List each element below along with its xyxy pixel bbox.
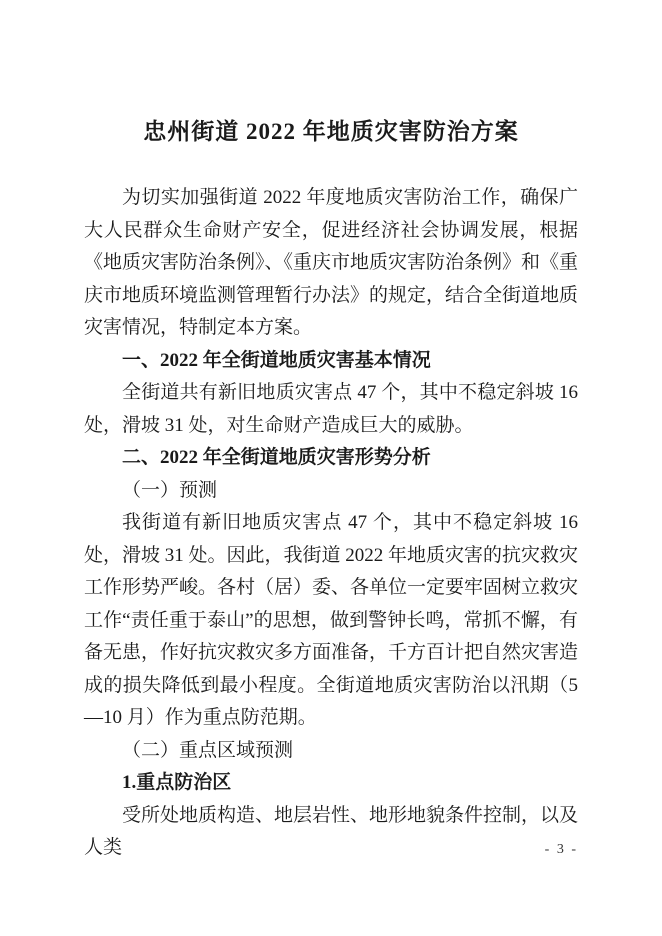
section-heading-2: 二、2022 年全街道地质灾害形势分析 [122,447,431,468]
paragraph-forecast: 我街道有新旧地质灾害点 47 个，其中不稳定斜坡 16 处，滑坡 31 处。因此，我街道 2022 年地质灾害的抗灾救灾工作形势严峻。各村（居）委、各单位一定要牢固树立救灾工作“责任重于泰山”的思想，做到警钟长鸣，常抓不懈，有备无患，作好抗灾救灾多方面准备，千方百计把自然灾害造成的损失降低到最小程度。全街道地质灾害防治以汛期（5—10 月）作为重点防范期。 [84,512,579,728]
paragraph-key-prevention-zone: 受所处地质构造、地层岩性、地形地貌条件控制，以及人类 [84,804,579,858]
document-title-text: 忠州街道 2022 年地质灾害防治方案 [143,119,519,144]
subsection-heading-key-area-forecast: （二）重点区域预测 [122,739,294,761]
subsection-heading-forecast: （一）预测 [122,479,218,501]
paragraph-intro: 为切实加强街道 2022 年度地质灾害防治工作，确保广大人民群众生命财产安全，促进经济社会协调发展，根据《地质灾害防治条例》、《重庆市地质灾害防治条例》和《重庆市地质环境监测管理暂行办法》的规定，结合全街道地质灾害情况，特制定本方案。 [84,187,579,338]
document-body [84,182,578,865]
document-title [84,116,578,148]
subsection-heading-key-prevention-zone: 1.重点防治区 [122,772,232,793]
page-number: - 3 - [544,842,578,857]
section-heading-1: 一、2022 年全街道地质灾害基本情况 [122,349,431,371]
paragraph-basic-situation: 全街道共有新旧地质灾害点 47 个，其中不稳定斜坡 16 处，滑坡 31 处，对生命财产造成巨大的威胁。 [84,382,578,436]
